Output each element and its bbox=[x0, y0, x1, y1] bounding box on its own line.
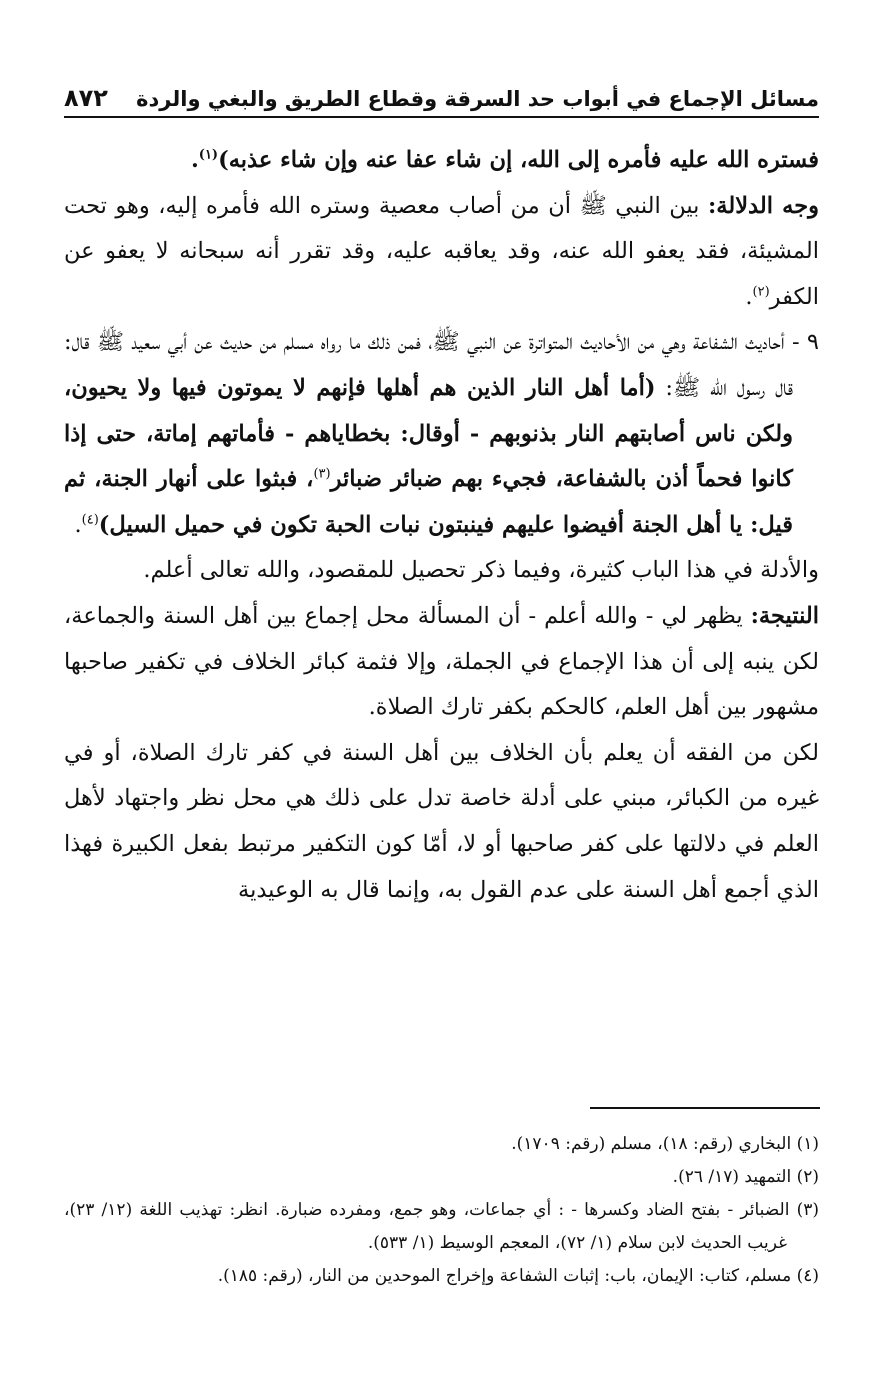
intercession-hadith-b: ، فبثوا على أنهار الجنة، ثم قيل: يا أهل الجنة أفيضوا عليهم فينبتون نبات الحبة تكون في حميل السيل) bbox=[64, 466, 793, 538]
footnote-ref-1: (١) bbox=[198, 147, 219, 163]
footnote-ref-4: (٤) bbox=[81, 512, 99, 528]
paragraph-end-mark: . bbox=[745, 283, 753, 310]
intercession-hadith-a: (أما أهل النار الذين هم أهلها فإنهم لا يموتون فيها ولا يحيون، ولكن ناس أصابتهم النار بذنوبهم - أوقال: بخطاياهم - فأماتهم إماتة، حتى إذا كانوا فحماً أذن بالشفاعة، فجيء بهم ضبائر ضبائر bbox=[64, 374, 793, 493]
paragraph-hadith-end bbox=[64, 138, 819, 184]
paragraph-jurisprudence: لكن من الفقه أن يعلم بأن الخلاف بين أهل السنة في كفر تارك الصلاة، أو في غيره من الكبائر، مبني على أدلة خاصة تدل على ذلك هي محل نظر واجتهاد لأهل العلم في دلالتها على كفر صاحبها أو لا، أمّا كون التكفير مرتبط بفعل الكبيرة فهذا الذي أجمع أهل السنة على عدم القول به، وإنما قال به الوعيدية bbox=[64, 739, 819, 903]
header-title: مسائل الإجماع في أبواب حد السرقة وقطاع الطريق والبغي والردة bbox=[136, 87, 819, 111]
footnote-2: (٢) التمهيد (١٧/ ٢٦). bbox=[672, 1167, 819, 1187]
page-number: ٨٧٢ bbox=[64, 84, 108, 112]
paragraph-conclusion bbox=[64, 594, 819, 731]
footnotes bbox=[64, 1128, 819, 1293]
hadith-end-text: فستره الله عليه فأمره إلى الله، إن شاء عفا عنه وإن شاء عذبه) bbox=[218, 147, 819, 173]
conclusion-text: يظهر لي - والله أعلم - أن المسألة محل إجماع بين أهل السنة والجماعة، لكن ينبه إلى أن هذا الإجماع في الجملة، وإلا فثمة كبائر الخلاف في تكفير صاحبها مشهور بين أهل العلم، كالحكم بكفر تارك الصلاة. bbox=[64, 602, 819, 721]
footnote-separator bbox=[590, 1107, 820, 1109]
evidence-text: بين النبي ﷺ أن من أصاب معصية وستره الله فأمره إليه، وهو تحت المشيئة، فقد يعفو الله عنه، وقد يعاقبه عليه، وقد تقرر أنه سبحانه لا يعفو عن الكفر bbox=[64, 192, 819, 310]
intercession-intro: ٩ - أحاديث الشفاعة وهي من الأحاديث المتواترة عن النبي ﷺ، فمن ذلك ما رواه مسلم من حديث عن أبي سعيد ﷺ قال: قال رسول الله ﷺ: bbox=[64, 329, 819, 401]
main-text bbox=[64, 138, 819, 913]
footnote-ref-3: (٣) bbox=[313, 466, 331, 482]
paragraph-end-mark: . bbox=[74, 511, 82, 538]
paragraph-end-mark: . bbox=[190, 147, 199, 173]
paragraph-intercession bbox=[64, 320, 819, 548]
footnote-1: (١) البخاري (رقم: ١٨)، مسلم (رقم: ١٧٠٩). bbox=[511, 1134, 819, 1154]
footnote-4: (٤) مسلم، كتاب: الإيمان، باب: إثبات الشفاعة وإخراج الموحدين من النار، (رقم: ١٨٥). bbox=[217, 1266, 819, 1286]
paragraph-evidences-many: والأدلة في هذا الباب كثيرة، وفيما ذكر تحصيل للمقصود، والله تعالى أعلم. bbox=[143, 557, 819, 584]
conclusion-lead: النتيجة: bbox=[750, 602, 819, 629]
footnote-ref-2: (٢) bbox=[752, 284, 770, 300]
running-header bbox=[64, 72, 819, 118]
footnote-3: (٣) الضبائر - بفتح الضاد وكسرها - : أي جماعات، وهو جمع، ومفرده ضبارة. انظر: تهذيب اللغة (١٢/ ٢٣)، غريب الحديث لابن سلام (١/ ٧٢)، المعجم الوسيط (١/ ٥٣٣). bbox=[64, 1200, 819, 1253]
paragraph-evidence bbox=[64, 184, 819, 321]
evidence-lead: وجه الدلالة: bbox=[707, 192, 819, 219]
